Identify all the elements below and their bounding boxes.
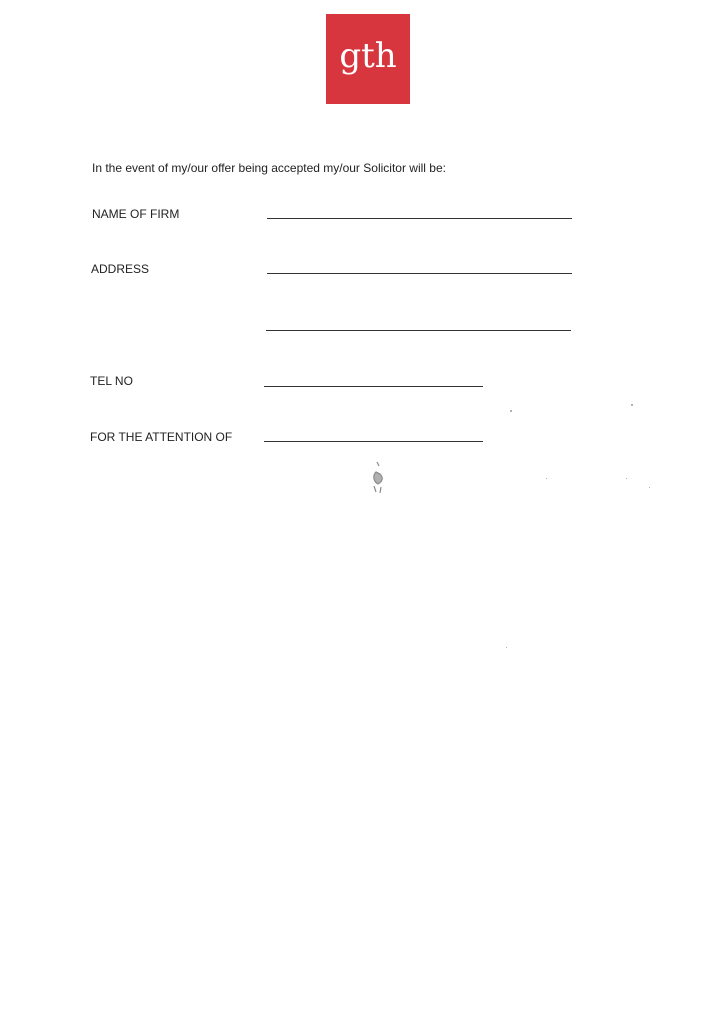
tel-no-label: TEL NO xyxy=(90,374,133,388)
scan-speck xyxy=(506,647,507,648)
ink-smudge-mark xyxy=(368,460,388,496)
name-of-firm-line[interactable] xyxy=(267,218,572,219)
address-line-1[interactable] xyxy=(267,273,572,274)
scan-speck xyxy=(631,404,633,406)
logo-text: gth xyxy=(339,36,397,76)
attention-label: FOR THE ATTENTION OF xyxy=(90,430,233,444)
scan-speck xyxy=(546,478,547,479)
attention-line[interactable] xyxy=(264,441,483,442)
scan-speck xyxy=(626,478,627,479)
scan-speck xyxy=(649,487,650,488)
intro-text: In the event of my/our offer being accepted my/our Solicitor will be: xyxy=(92,161,446,175)
address-label: ADDRESS xyxy=(91,262,150,276)
name-of-firm-label: NAME OF FIRM xyxy=(92,207,180,221)
company-logo xyxy=(326,14,410,104)
address-line-2[interactable] xyxy=(266,330,571,331)
scan-speck xyxy=(510,410,512,412)
tel-no-line[interactable] xyxy=(264,386,483,387)
